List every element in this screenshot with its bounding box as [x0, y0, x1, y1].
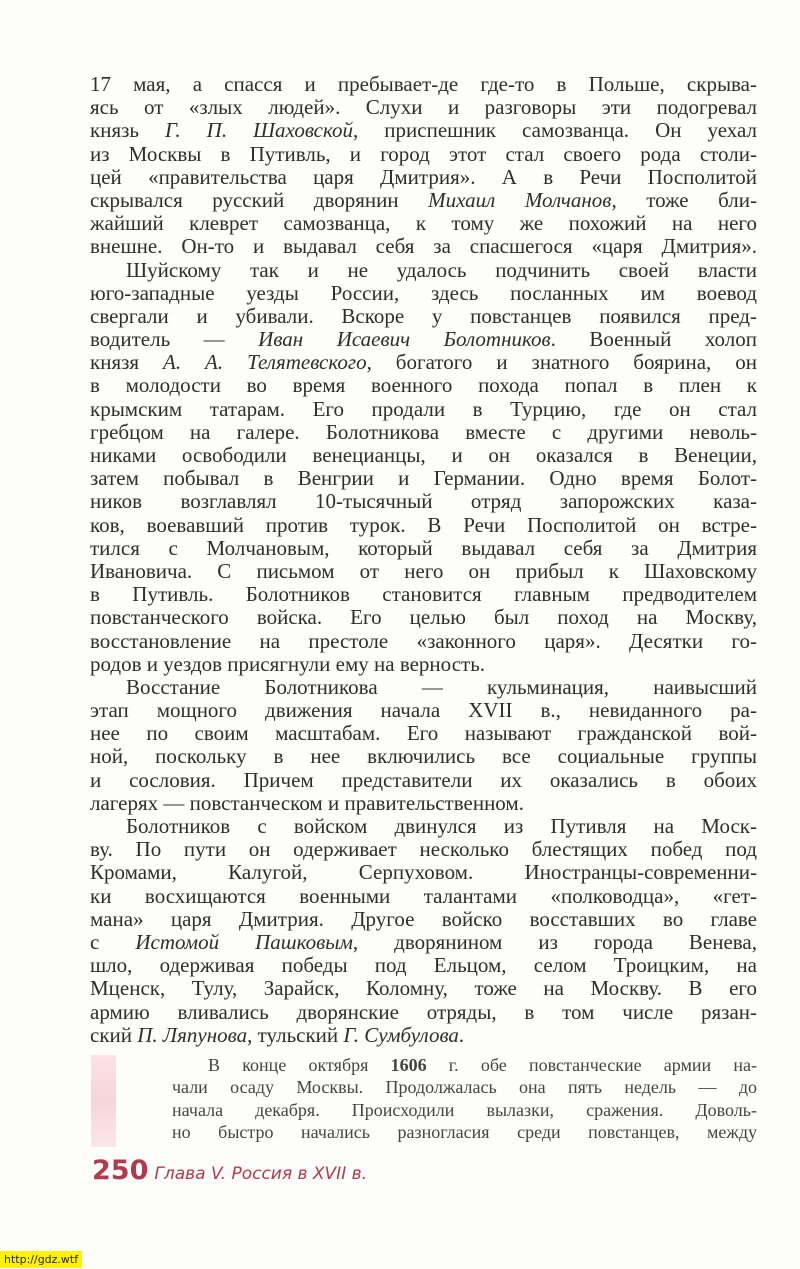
text-segment: водитель — [90, 328, 259, 352]
text-line [90, 699, 757, 722]
watermark: http://gdz.wtf [0, 1251, 82, 1268]
text-line [90, 73, 757, 96]
text-segment: , тоже бли- [611, 188, 757, 212]
text-segment: затем побывал в Венгрии и Германии. Одно время Болот- [90, 467, 757, 491]
text-line [90, 630, 757, 653]
text-line [90, 398, 757, 421]
text-segment: Кромами, Калугой, Серпуховом. Иностранцы-современни- [90, 861, 757, 885]
text-segment: , приспешник самозванца. Он уехал [353, 119, 757, 143]
italic-name: П. Ляпунова [137, 1023, 248, 1047]
chapter-title: Глава V. Россия в XVII в. [154, 1164, 368, 1184]
text-segment: лагерях — повстанческом и правительственном. [90, 791, 524, 815]
text-line [90, 954, 757, 977]
text-segment: шло, одерживая победы под Ельцом, селом Троицким, на [90, 954, 757, 978]
text-line [90, 282, 757, 305]
text-line [90, 792, 757, 815]
italic-name: Иван Исаевич Болотников [258, 328, 551, 352]
text-line [90, 861, 757, 884]
text-segment: 17 мая, а спасся и пребывает-де где-то в Польше, скрыва- [90, 73, 757, 96]
text-segment: Мценск, Тулу, Зарайск, Коломну, тоже на Москву. В его [90, 977, 757, 1001]
text-segment: в молодости во время военного похода попал в плен к [90, 374, 757, 398]
text-line [90, 166, 757, 189]
text-segment: тился с Молчановым, который выдавал себя за Дмитрия [90, 536, 757, 560]
text-line [90, 1024, 757, 1047]
text-line [172, 1121, 757, 1143]
text-line [90, 421, 757, 444]
text-segment: ков, воевавший против турок. В Речи Посполитой он встре- [90, 513, 757, 537]
text-line [90, 119, 757, 142]
text-line [90, 351, 757, 374]
text-line [90, 305, 757, 328]
text-segment: Восстание Болотникова — кульминация, наивысший [126, 675, 757, 699]
text-line [90, 745, 757, 768]
text-line [90, 467, 757, 490]
text-segment: родов и уездов присягнули ему на верность. [90, 652, 486, 676]
text-segment: В конце октября [208, 1055, 391, 1075]
text-line [90, 583, 757, 606]
text-segment: , дворянином из города Венева, [352, 930, 757, 954]
italic-name: А. А. Телятевского [163, 351, 367, 375]
text-segment: 1606 [390, 1055, 427, 1075]
text-segment: внешне. Он-то и выдавал себя за спасшегося «царя Дмитрия». [90, 235, 757, 259]
text-line [90, 514, 757, 537]
text-line [90, 328, 757, 351]
text-segment: но быстро начались разногласия среди повстанцев, между [172, 1121, 757, 1142]
text-segment: Ивановича. С письмом от него он прибыл к Шаховскому [90, 559, 757, 583]
italic-name: Г. П. Шаховской [165, 119, 354, 143]
text-segment: , богатого и знатного боярина, он [366, 351, 757, 375]
margin-highlight-bar [91, 1055, 116, 1147]
text-line [90, 235, 757, 258]
text-segment: начала декабря. Происходили вылазки, сражения. Доволь- [172, 1099, 757, 1120]
text-segment: повстанческого войска. Его целью был поход на Москву, [90, 606, 757, 630]
text-segment: мана» царя Дмитрия. Другое войско восставших во главе [90, 907, 757, 931]
text-segment: ников возглавлял 10-тысячный отряд запорожских каза- [90, 490, 757, 514]
text-line [90, 259, 757, 282]
text-segment: свергали и убивали. Вскоре у повстанцев появился пред- [90, 304, 757, 328]
text-line [90, 444, 757, 467]
text-segment: чали осаду Москвы. Продолжалась она пять недель — до [172, 1077, 757, 1098]
text-segment: ву. По пути он одерживает несколько блестящих побед под [90, 838, 757, 862]
text-segment: гребцом на галере. Болотникова вместе с другими неволь- [90, 420, 757, 444]
text-segment: и сословия. Причем представители их оказались в обоих [90, 768, 757, 792]
text-segment: Болотников с войском двинулся из Путивля на Моск- [126, 815, 757, 838]
text-segment: юго-западные уезды России, здесь посланных им воевод [90, 281, 757, 305]
text-line [90, 908, 757, 931]
italic-name: Михаил Молчанов [428, 188, 612, 212]
text-line [90, 490, 757, 513]
text-line [172, 1054, 757, 1076]
text-line [172, 1076, 757, 1098]
text-segment: ский [90, 1023, 138, 1047]
text-line [90, 96, 757, 119]
text-line [90, 977, 757, 1000]
text-segment: . Военный холоп [550, 328, 757, 352]
text-segment: князь [90, 119, 166, 143]
text-segment: ной, поскольку в нее включились все социальные группы [90, 745, 757, 769]
text-line [90, 537, 757, 560]
text-line [90, 769, 757, 792]
text-segment: из Москвы в Путивль, и город этот стал своего рода столи- [90, 142, 757, 166]
main-text [90, 73, 757, 1047]
text-line [90, 885, 757, 908]
text-segment: этап мощного движения начала XVII в., невиданного ра- [90, 699, 757, 723]
text-line [90, 606, 757, 629]
text-segment: армию вливались дворянские отряды, в том числе рязан- [90, 1000, 757, 1024]
text-line [90, 653, 757, 676]
text-segment: крымским татарам. Его продали в Турцию, где он стал [90, 397, 757, 421]
text-segment: . [458, 1023, 465, 1047]
text-line [90, 722, 757, 745]
text-line [172, 1099, 757, 1121]
text-line [90, 1001, 757, 1024]
text-line [90, 212, 757, 235]
text-segment: г. обе повстанческие армии на- [426, 1055, 757, 1075]
text-segment: никами освободили венецианцы, и он оказался в Венеции, [90, 444, 757, 467]
text-segment: нее по своим масштабам. Его называют гражданской вой- [90, 722, 757, 746]
text-segment: в Путивль. Болотников становится главным предводителем [90, 583, 757, 607]
italic-name: Истомой Пашковым [135, 930, 353, 954]
text-segment: скрывался русский дворянин [90, 188, 429, 212]
text-segment: ясь от «злых людей». Слухи и разговоры эти подогревал [90, 96, 757, 120]
text-segment: князя [90, 351, 164, 375]
text-segment: ки восхищаются военными талантами «полководца», «гет- [90, 884, 757, 908]
text-line [90, 374, 757, 397]
text-line [90, 143, 757, 166]
small-print-text [172, 1054, 757, 1143]
text-segment: цей «правительства царя Дмитрия». А в Речи Посполитой [90, 165, 757, 189]
text-line [90, 815, 757, 838]
text-segment: с [90, 930, 136, 954]
text-line [90, 676, 757, 699]
page-footer [92, 1155, 367, 1186]
text-segment: жайший клеврет самозванца, к тому же похожий на него [90, 212, 757, 236]
text-line [90, 838, 757, 861]
text-line [90, 560, 757, 583]
text-segment: восстановление на престоле «законного царя». Десятки го- [90, 629, 757, 653]
text-line [90, 189, 757, 212]
italic-name: Г. Сумбулова [343, 1023, 459, 1047]
text-segment: Шуйскому так и не удалось подчинить своей власти [126, 258, 757, 282]
text-line [90, 931, 757, 954]
text-segment: , тульский [247, 1023, 344, 1047]
page-number: 250 [92, 1155, 149, 1186]
